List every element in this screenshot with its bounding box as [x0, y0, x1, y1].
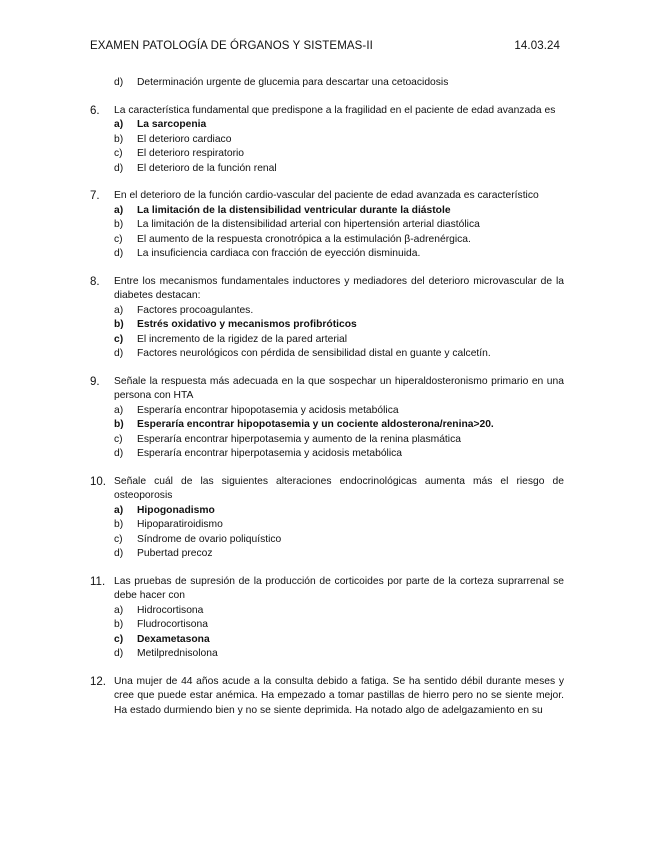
option-letter: c): [114, 148, 123, 159]
question-text: Señale cuál de las siguientes alteraciones endocrinológicas aumenta más el riesgo de osteoporosis: [114, 475, 564, 501]
option-text: Hidrocortisona: [137, 604, 204, 616]
option-text: Esperaría encontrar hipopotasemia y acidosis metabólica: [137, 404, 399, 416]
option-item: [90, 233, 564, 248]
option-letter: d): [114, 448, 124, 459]
question-7: [90, 189, 564, 262]
option-correct: [90, 504, 564, 519]
option-item: [90, 547, 564, 562]
exam-content: [90, 76, 564, 731]
option-item: [90, 404, 564, 419]
question-text: En el deterioro de la función cardio-vascular del paciente de edad avanzada es característico: [114, 190, 539, 201]
option-item: [90, 133, 564, 148]
question-stem: [90, 189, 564, 204]
option-item: [90, 304, 564, 319]
option-text: La sarcopenia: [137, 119, 207, 130]
question-list: [90, 104, 564, 719]
option-letter: a): [114, 304, 124, 316]
question-12: [90, 675, 564, 719]
question-number: 10.: [90, 475, 106, 488]
option-item: [90, 447, 564, 462]
question-text: Señale la respuesta más adecuada en la que sospechar un hiperaldosteronismo primario en una persona con HTA: [114, 375, 564, 401]
option-correct: [90, 418, 564, 433]
option-letter: c): [114, 433, 123, 445]
option-letter: a): [114, 404, 124, 416]
option-item: [90, 247, 564, 262]
question-number: 7.: [90, 190, 100, 202]
option-text: La insuficiencia cardiaca con fracción de eyección disminuida.: [137, 248, 421, 259]
option-item: [90, 76, 564, 91]
option-letter: a): [114, 119, 124, 130]
option-text: Factores neurológicos con pérdida de sensibilidad distal en guante y calcetín.: [137, 348, 491, 359]
option-letter: d): [114, 248, 124, 259]
option-letter: d): [114, 348, 124, 359]
question-number: 8.: [90, 275, 100, 288]
page-header: [90, 40, 560, 52]
question-number: 9.: [90, 375, 100, 388]
option-correct: [90, 318, 564, 333]
option-letter: b): [114, 419, 124, 430]
option-item: [90, 162, 564, 177]
option-text: El incremento de la rigidez de la pared arterial: [137, 333, 348, 345]
option-text: La limitación de la distensibilidad arterial con hipertensión arterial diastólica: [137, 219, 480, 230]
option-item: [90, 618, 564, 633]
option-text: Esperaría encontrar hipopotasemia y un cociente aldosterona/renina>20.: [137, 419, 494, 430]
question-stem: [90, 375, 564, 404]
question-number: 6.: [90, 104, 100, 117]
option-text: Estrés oxidativo y mecanismos profibróticos: [137, 319, 357, 330]
question-stem: [90, 675, 564, 719]
option-text: Esperaría encontrar hiperpotasemia y acidosis metabólica: [137, 448, 402, 459]
option-text: El deterioro de la función renal: [137, 162, 277, 174]
question-stem: [90, 475, 564, 504]
option-letter: a): [114, 504, 124, 516]
option-letter: b): [114, 133, 124, 145]
option-item: [90, 518, 564, 533]
option-text: Metilprednisolona: [137, 648, 218, 659]
option-item: [90, 333, 564, 348]
question-text: Las pruebas de supresión de la producción de corticoides por parte de la corteza suprarrenal se debe hacer con: [114, 575, 564, 601]
option-letter: a): [114, 604, 124, 616]
option-text: Hipogonadismo: [137, 504, 215, 516]
option-letter: c): [114, 333, 124, 345]
option-text: El deterioro respiratorio: [137, 148, 245, 159]
option-correct: [90, 204, 564, 219]
option-letter: d): [114, 548, 124, 559]
option-letter: b): [114, 619, 124, 630]
option-text: El aumento de la respuesta cronotrópica a la estimulación β-adrenérgica.: [137, 233, 471, 245]
option-letter: c): [114, 233, 123, 245]
option-item: [90, 533, 564, 548]
option-correct: [90, 118, 564, 133]
option-letter: d): [114, 77, 124, 88]
option-letter: a): [114, 204, 124, 216]
option-item: [90, 604, 564, 619]
option-text: Factores procoagulantes.: [137, 304, 254, 316]
option-item: [90, 647, 564, 662]
option-text: Dexametasona: [137, 633, 210, 645]
question-8: [90, 275, 564, 362]
option-letter: d): [114, 648, 124, 659]
option-item: [90, 147, 564, 162]
question-11: [90, 575, 564, 662]
option-item: [90, 433, 564, 448]
option-text: Síndrome de ovario poliquístico: [137, 533, 282, 545]
question-text: Una mujer de 44 años acude a la consulta debido a fatiga. Se ha sentido débil durante meses y cree que puede estar anémica. Ha empezado a tomar pastillas de hierro pero no se siente mejor. Ha estado durmiendo bien y no se siente deprimida. Ha notado algo de adelgazamiento en su: [114, 675, 564, 716]
question-9: [90, 375, 564, 462]
option-text: Determinación urgente de glucemia para descartar una cetoacidosis: [137, 77, 449, 88]
question-stem: [90, 575, 564, 604]
question-6: [90, 104, 564, 177]
option-text: Esperaría encontrar hiperpotasemia y aumento de la renina plasmática: [137, 433, 461, 445]
question-number: 11.: [90, 575, 106, 588]
option-letter: b): [114, 219, 124, 230]
question-10: [90, 475, 564, 562]
option-correct: [90, 633, 564, 648]
exam-title: EXAMEN PATOLOGÍA DE ÓRGANOS Y SISTEMAS-II: [90, 40, 373, 52]
option-letter: b): [114, 319, 124, 330]
option-letter: d): [114, 162, 124, 174]
question-stem: [90, 275, 564, 304]
option-text: Fludrocortisona: [137, 619, 208, 630]
option-letter: c): [114, 633, 124, 645]
option-letter: c): [114, 533, 123, 545]
question-stem: [90, 104, 564, 119]
exam-date: 14.03.24: [514, 40, 560, 52]
option-text: La limitación de la distensibilidad ventricular durante la diástole: [137, 204, 451, 216]
question-text: Entre los mecanismos fundamentales inductores y mediadores del deterioro microvascular de la diabetes destacan:: [114, 275, 564, 301]
option-letter: b): [114, 519, 124, 530]
question-text: La característica fundamental que predispone a la fragilidad en el paciente de edad avanzada es: [114, 104, 556, 116]
option-text: Pubertad precoz: [137, 548, 213, 559]
option-item: [90, 218, 564, 233]
option-text: El deterioro cardiaco: [137, 133, 232, 145]
question-number: 12.: [90, 675, 106, 688]
option-text: Hipoparatiroidismo: [137, 519, 223, 530]
option-item: [90, 347, 564, 362]
